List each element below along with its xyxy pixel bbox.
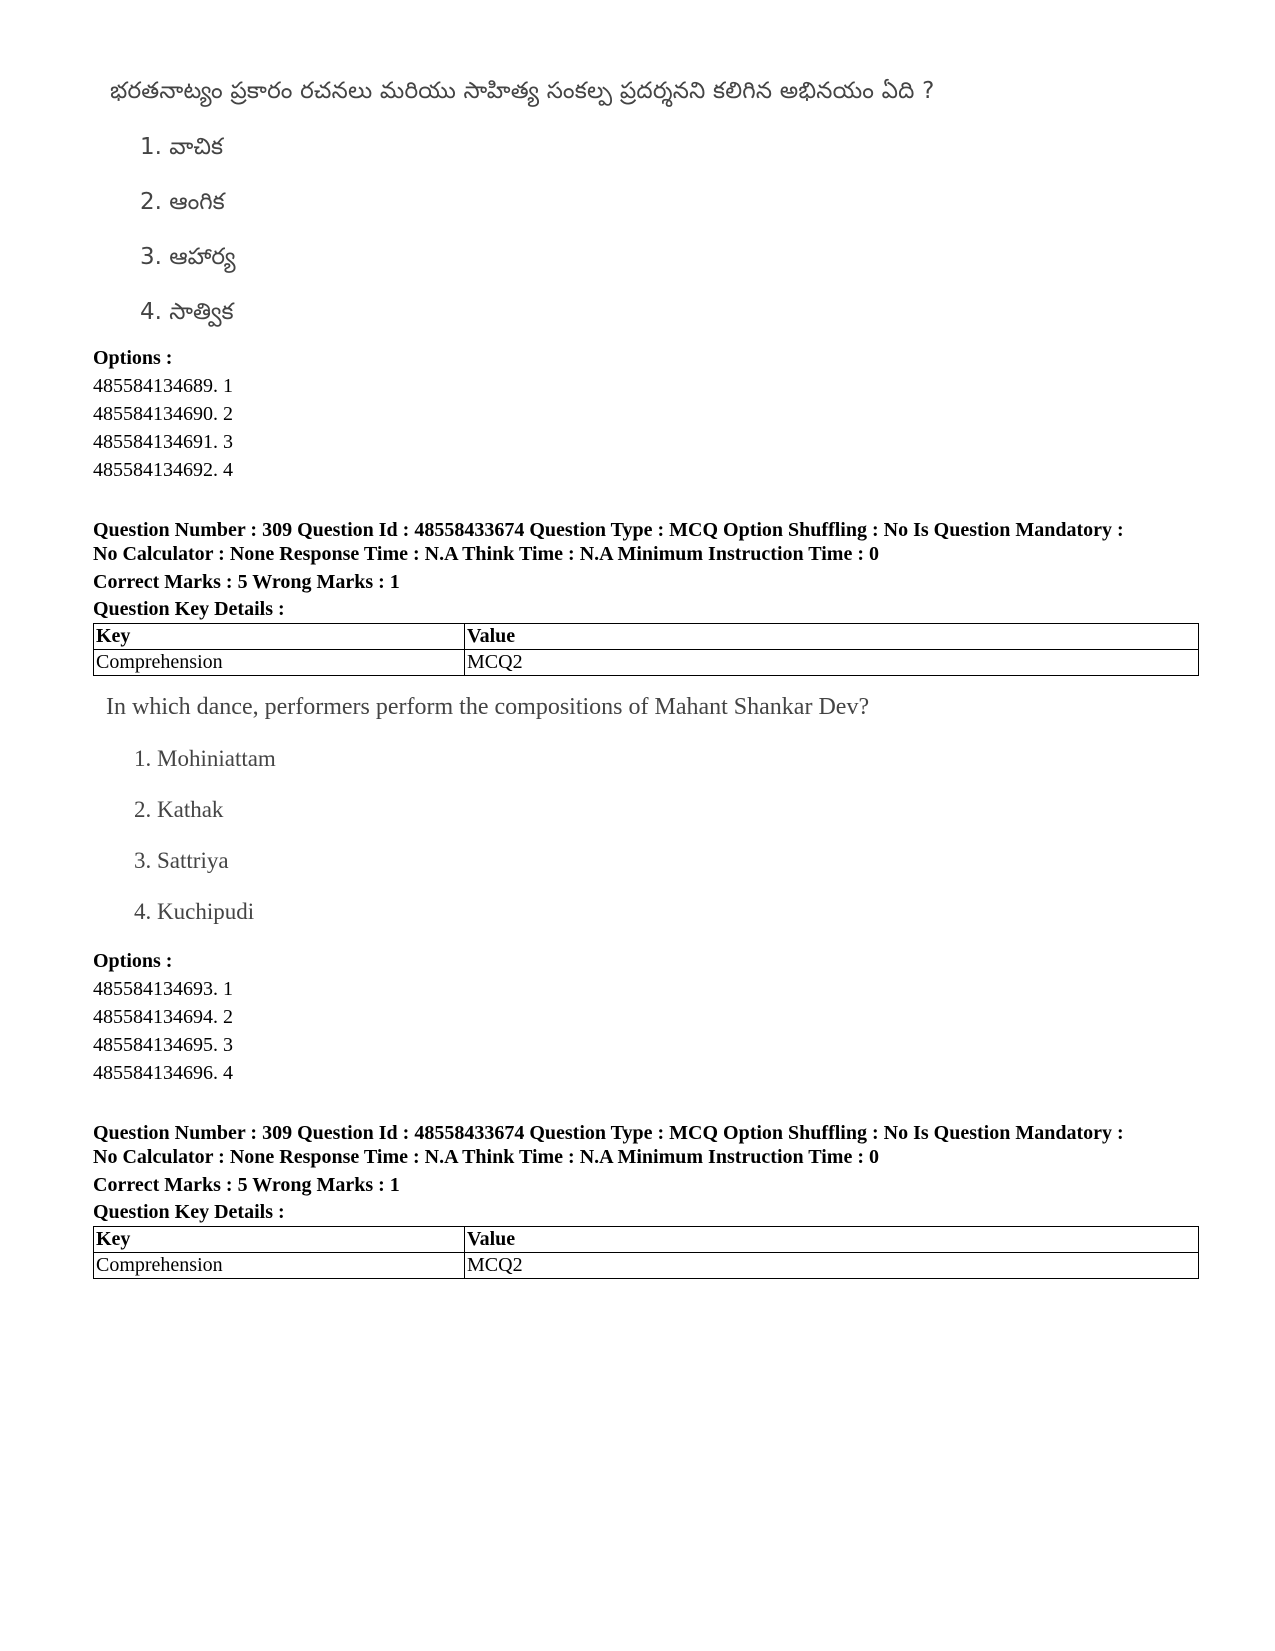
table-cell-key: Comprehension <box>94 1253 465 1279</box>
option-item: 485584134693. 1 <box>93 978 233 1000</box>
option-item: 485584134695. 3 <box>93 1034 233 1056</box>
choice-2: 2. Kathak <box>134 797 224 822</box>
marks-line: Correct Marks : 5 Wrong Marks : 1 <box>93 1174 400 1196</box>
choice-4: 4. Kuchipudi <box>134 899 255 924</box>
choice-3: 3. Sattriya <box>134 848 229 873</box>
choice-2: 2. ఆంగిక <box>140 189 225 215</box>
table-cell-value: MCQ2 <box>465 1253 1199 1279</box>
table-header-value: Value <box>465 624 1199 650</box>
option-item: 485584134694. 2 <box>93 1006 233 1028</box>
table-header-value: Value <box>465 1227 1199 1253</box>
table-header-key: Key <box>94 624 465 650</box>
choice-3: 3. ఆహార్య <box>140 244 236 270</box>
question-meta <box>93 1121 1203 1226</box>
options-list <box>93 947 233 1087</box>
table-header-key: Key <box>94 1227 465 1253</box>
choice-1: 1. వాచిక <box>140 134 223 160</box>
question-text: In which dance, performers perform the compositions of Mahant Shankar Dev? <box>106 694 870 720</box>
option-item: 485584134689. 1 <box>93 375 233 397</box>
meta-line-2: No Calculator : None Response Time : N.A Think Time : N.A Minimum Instruction Time : 0 <box>93 1146 879 1168</box>
question-meta <box>93 518 1203 623</box>
table-cell-value: MCQ2 <box>465 650 1199 676</box>
key-details-heading: Question Key Details : <box>93 598 285 620</box>
options-heading: Options : <box>93 347 173 369</box>
marks-line: Correct Marks : 5 Wrong Marks : 1 <box>93 571 400 593</box>
meta-line-1: Question Number : 309 Question Id : 48558433674 Question Type : MCQ Option Shuffling : No Is Question Mandatory : <box>93 519 1124 541</box>
key-value-table <box>93 623 1199 676</box>
meta-line-2: No Calculator : None Response Time : N.A Think Time : N.A Minimum Instruction Time : 0 <box>93 543 879 565</box>
option-item: 485584134696. 4 <box>93 1062 233 1084</box>
options-list <box>93 344 233 484</box>
meta-line-1: Question Number : 309 Question Id : 48558433674 Question Type : MCQ Option Shuffling : No Is Question Mandatory : <box>93 1122 1124 1144</box>
choice-4: 4. సాత్విక <box>140 299 234 325</box>
table-header-row <box>94 1227 1199 1253</box>
option-item: 485584134691. 3 <box>93 431 233 453</box>
key-details-heading: Question Key Details : <box>93 1201 285 1223</box>
table-cell-key: Comprehension <box>94 650 465 676</box>
table-row <box>94 1253 1199 1279</box>
table-row <box>94 650 1199 676</box>
key-value-table <box>93 1226 1199 1279</box>
option-item: 485584134690. 2 <box>93 403 233 425</box>
table-header-row <box>94 624 1199 650</box>
options-heading: Options : <box>93 950 173 972</box>
question-text: భరతనాట్యం ప్రకారం రచనలు మరియు సాహిత్య సంకల్ప ప్రదర్శనని కలిగిన అభినయం ఏది ? <box>110 78 935 104</box>
option-item: 485584134692. 4 <box>93 459 233 481</box>
choice-1: 1. Mohiniattam <box>134 746 276 771</box>
